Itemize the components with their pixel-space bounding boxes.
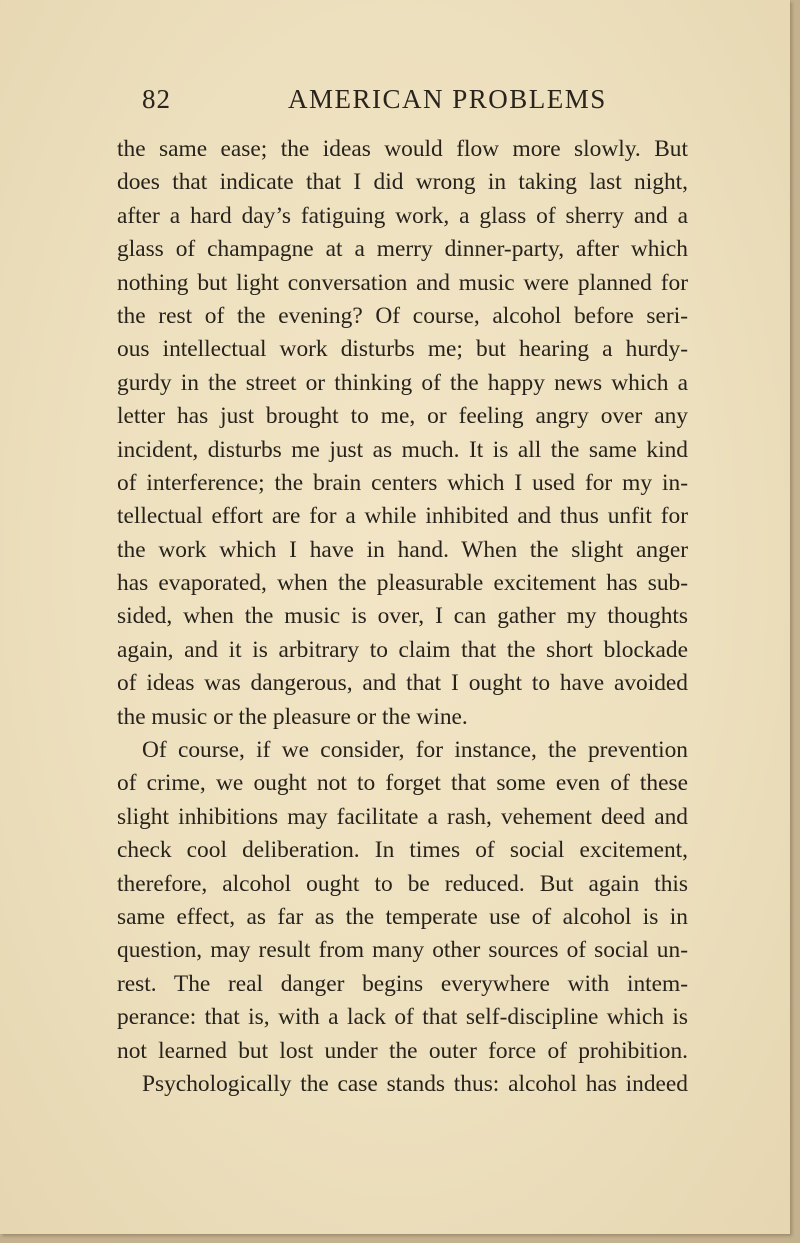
- text-line: question, may result from many other sources of social un-: [117, 937, 688, 964]
- text-line: not learned but lost under the outer force of prohibition.: [117, 1037, 688, 1064]
- text-line: same effect, as far as the temperate use of alcohol is in: [117, 903, 688, 930]
- text-line: check cool deliberation. In times of social excitement,: [117, 837, 688, 864]
- text-line: of crime, we ought not to forget that some even of these: [117, 770, 688, 797]
- text-line: rest. The real danger begins everywhere with intem-: [117, 970, 688, 997]
- text-line: perance: that is, with a lack of that self-discipline which is: [117, 1004, 688, 1031]
- text-line: tellectual effort are for a while inhibited and thus unfit for: [117, 503, 688, 530]
- text-line: the same ease; the ideas would flow more slowly. But: [117, 136, 688, 162]
- text-line: again, and it is arbitrary to claim that the short blockade: [117, 636, 688, 663]
- paragraph-start-line: Of course, if we consider, for instance, the prevention: [142, 737, 688, 764]
- page-header: [118, 84, 680, 124]
- text-line: the rest of the evening? Of course, alcohol before seri-: [117, 302, 688, 329]
- text-line: ous intellectual work disturbs me; but hearing a hurdy-: [117, 336, 688, 363]
- running-head: AMERICAN PROBLEMS: [288, 84, 607, 114]
- text-line: slight inhibitions may facilitate a rash, vehement deed and: [117, 803, 688, 830]
- text-line: has evaporated, when the pleasurable excitement has sub-: [117, 570, 688, 597]
- text-line: sided, when the music is over, I can gather my thoughts: [117, 603, 688, 630]
- text-line: incident, disturbs me just as much. It is all the same kind: [117, 436, 688, 463]
- paragraph-end-line: the music or the pleasure or the wine.: [117, 703, 468, 730]
- text-line: Psychologically the case stands thus: alcohol has indeed: [142, 1070, 688, 1097]
- text-line: the work which I have in hand. When the slight anger: [117, 536, 688, 563]
- text-line: glass of champagne at a merry dinner-party, after which: [117, 236, 688, 263]
- page-number: 82: [142, 84, 171, 114]
- text-line: of ideas was dangerous, and that I ought to have avoided: [117, 670, 688, 697]
- text-line: letter has just brought to me, or feeling angry over any: [117, 403, 688, 430]
- text-line: of interference; the brain centers which I used for my in-: [117, 469, 688, 496]
- text-line: does that indicate that I did wrong in taking last night,: [117, 169, 688, 196]
- text-line: after a hard day’s fatiguing work, a glass of sherry and a: [117, 202, 688, 229]
- text-line: gurdy in the street or thinking of the happy news which a: [117, 369, 688, 396]
- text-line: nothing but light conversation and music were planned for: [117, 269, 688, 296]
- body-text: [117, 133, 688, 1101]
- text-line: therefore, alcohol ought to be reduced. But again this: [117, 870, 688, 897]
